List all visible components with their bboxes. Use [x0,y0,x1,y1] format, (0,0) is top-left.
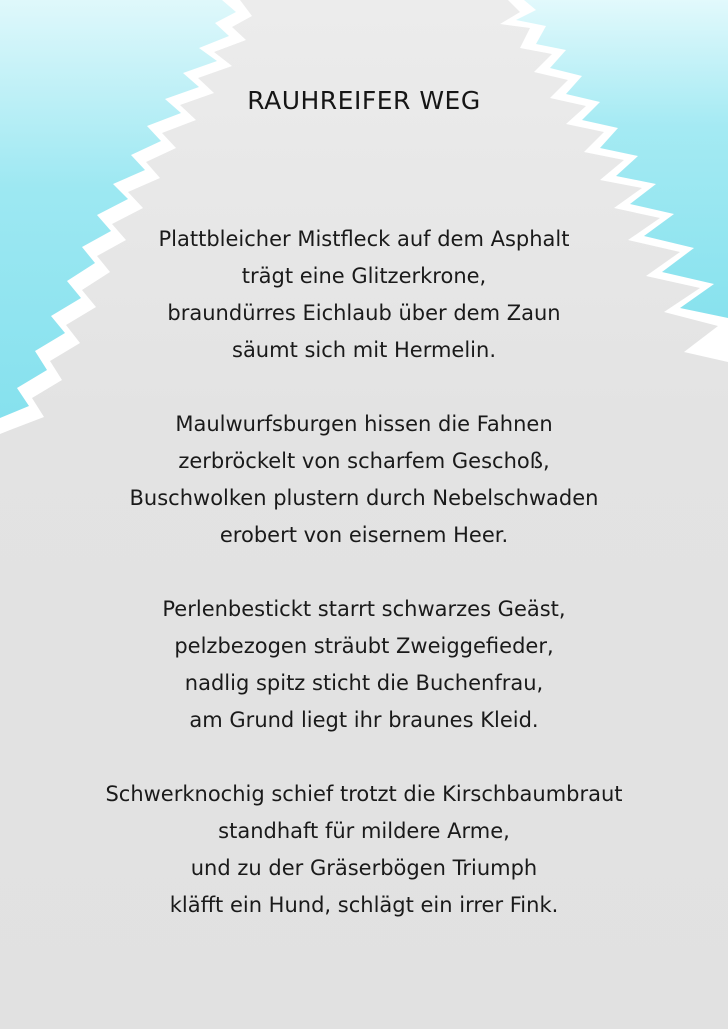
poem-line: nadlig spitz sticht die Buchenfrau, [184,671,544,695]
poem-line: und zu der Gräserbögen Triumph [190,856,538,880]
poem-title: RAUHREIFER WEG [247,86,481,115]
stanza-3 [0,591,728,739]
poem-line: Perlenbestickt starrt schwarzes Geäst, [162,597,566,621]
poem-line: trägt eine Glitzerkrone, [241,264,487,288]
poem-line: kläfft ein Hund, schlägt ein irrer Fink. [169,893,559,917]
stanza-4 [0,776,728,924]
poem-line: braundürres Eichlaub über dem Zaun [167,301,561,325]
poem-line: zerbröckelt von scharfem Geschoß, [178,449,550,473]
poem-line: am Grund liegt ihr braunes Kleid. [189,708,539,732]
poem-line: Schwerknochig schief trotzt die Kirschbaumbraut [105,782,623,806]
poem-line: Maulwurfsburgen hissen die Fahnen [175,412,553,436]
poem-line: säumt sich mit Hermelin. [232,338,496,362]
poem-line: standhaft für mildere Arme, [218,819,510,843]
stanza-2 [0,406,728,554]
poem-line: Buschwolken plustern durch Nebelschwaden [129,486,599,510]
poem-line: pelzbezogen sträubt Zweiggefieder, [174,634,554,658]
poem-line: Plattbleicher Mistfleck auf dem Asphalt [158,227,570,251]
stanza-1 [0,221,728,369]
poem-body [0,221,728,961]
poem-line: erobert von eisernem Heer. [219,523,509,547]
